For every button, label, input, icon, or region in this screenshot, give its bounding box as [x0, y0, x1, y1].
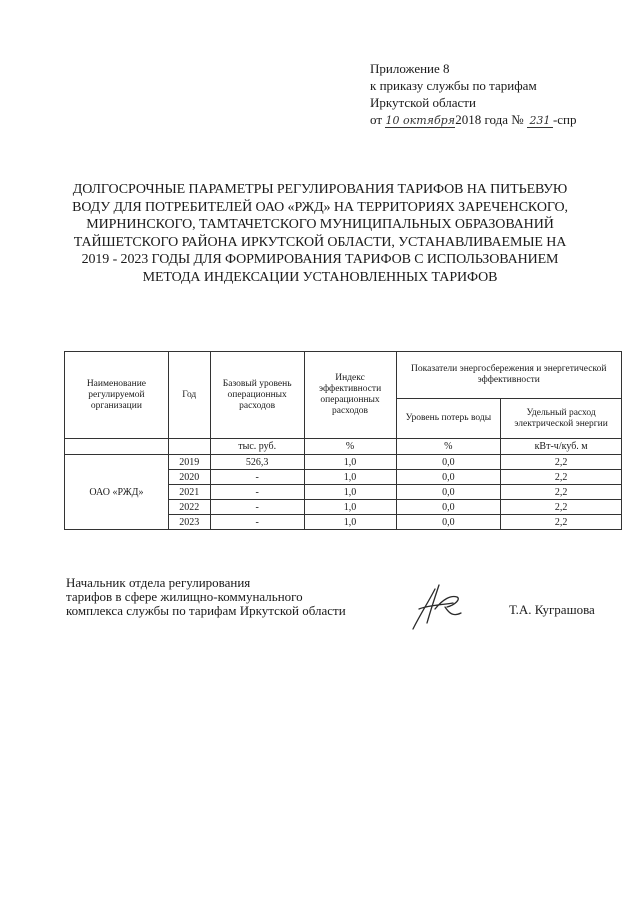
header-efficiency-index: Индекс эффективности операционных расходов	[304, 352, 396, 439]
cell-base-level: -	[210, 470, 304, 485]
unit-specific-consumption: кВт-ч/куб. м	[501, 439, 622, 455]
table-row	[65, 455, 622, 470]
signatory-name: Т.А. Куграшова	[509, 602, 595, 617]
document-title: ДОЛГОСРОЧНЫЕ ПАРАМЕТРЫ РЕГУЛИРОВАНИЯ ТАРИФОВ НА ПИТЬЕВУЮ ВОДУ ДЛЯ ПОТРЕБИТЕЛЕЙ ОАО «РЖД» НА ТЕРРИТОРИЯХ ЗАРЕЧЕНСКОГО, МИРНИНСКОГО, ТАМТАЧЕТСКОГО МУНИЦИПАЛЬНЫХ ОБРАЗОВАНИЙ ТАЙШЕТСКОГО РАЙОНА ИРКУТСКОЙ ОБЛАСТИ, УСТАНАВЛИВАЕМЫЕ НА 2019 - 2023 ГОДЫ ДЛЯ ФОРМИРОВАНИЯ ТАРИФОВ С ИСПОЛЬЗОВАНИЕМ МЕТОДА ИНДЕКСАЦИИ УСТАНОВЛЕННЫХ ТАРИФОВ	[72, 182, 568, 285]
header-energy-indicators: Показатели энергосбережения и энергетической эффективности	[396, 352, 622, 399]
cell-base-level: -	[210, 515, 304, 530]
cell-water-loss: 0,0	[396, 515, 501, 530]
header-year: Год	[168, 352, 210, 439]
units-empty-org	[65, 439, 169, 455]
header-specific-consumption: Удельный расход электрической энергии	[501, 399, 622, 439]
cell-base-level: 526,3	[210, 455, 304, 470]
cell-year: 2019	[168, 455, 210, 470]
appendix-from: от	[370, 112, 383, 127]
signatory-position-line2: тарифов в сфере жилищно-коммунального	[66, 589, 303, 604]
handwritten-number: 231	[527, 114, 553, 128]
cell-efficiency-index: 1,0	[304, 515, 396, 530]
signatory-position-line3: комплекса службы по тарифам Иркутской области	[66, 603, 346, 618]
appendix-number: Приложение 8	[370, 61, 450, 76]
cell-efficiency-index: 1,0	[304, 500, 396, 515]
cell-specific-consumption: 2,2	[501, 500, 622, 515]
appendix-date-line	[370, 112, 577, 128]
handwritten-signature	[405, 583, 475, 635]
appendix-suffix: -спр	[552, 112, 577, 127]
cell-specific-consumption: 2,2	[501, 485, 622, 500]
cell-efficiency-index: 1,0	[304, 485, 396, 500]
organization-name: ОАО «РЖД»	[65, 455, 169, 530]
header-base-level: Базовый уровень операционных расходов	[210, 352, 304, 439]
cell-year: 2022	[168, 500, 210, 515]
header-water-loss: Уровень потерь воды	[396, 399, 501, 439]
unit-water-loss: %	[396, 439, 501, 455]
appendix-order-ref: к приказу службы по тарифам	[370, 78, 537, 93]
appendix-year: 2018 года №	[455, 112, 524, 127]
cell-efficiency-index: 1,0	[304, 470, 396, 485]
cell-base-level: -	[210, 485, 304, 500]
parameters-table	[64, 351, 622, 530]
appendix-region: Иркутской области	[370, 95, 476, 110]
cell-water-loss: 0,0	[396, 500, 501, 515]
cell-base-level: -	[210, 500, 304, 515]
cell-specific-consumption: 2,2	[501, 470, 622, 485]
cell-year: 2021	[168, 485, 210, 500]
unit-efficiency-index: %	[304, 439, 396, 455]
cell-specific-consumption: 2,2	[501, 455, 622, 470]
cell-water-loss: 0,0	[396, 485, 501, 500]
cell-water-loss: 0,0	[396, 470, 501, 485]
cell-year: 2023	[168, 515, 210, 530]
units-empty-year	[168, 439, 210, 455]
cell-year: 2020	[168, 470, 210, 485]
header-organization: Наименование регулируемой организации	[65, 352, 169, 439]
cell-specific-consumption: 2,2	[501, 515, 622, 530]
cell-water-loss: 0,0	[396, 455, 501, 470]
cell-efficiency-index: 1,0	[304, 455, 396, 470]
signatory-position-line1: Начальник отдела регулирования	[66, 575, 251, 590]
unit-base-level: тыс. руб.	[210, 439, 304, 455]
handwritten-date: 10 октября	[385, 114, 455, 127]
